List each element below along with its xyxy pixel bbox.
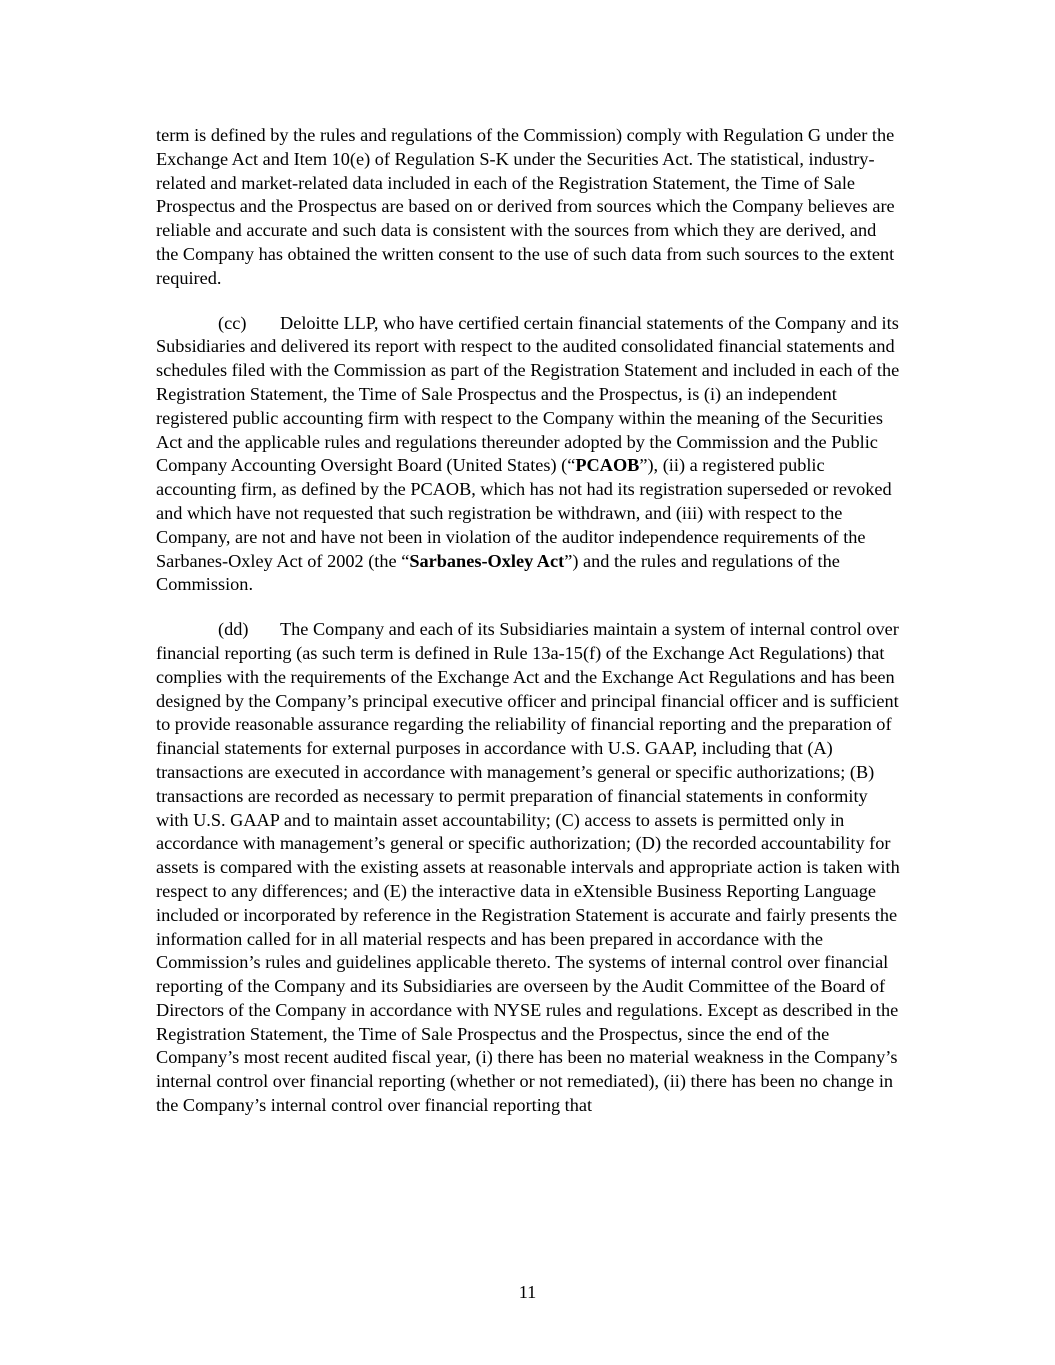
defined-term-sarbanes-oxley-act: Sarbanes-Oxley Act [409, 550, 565, 571]
page-number: 11 [518, 1282, 537, 1302]
paragraph-text: ”), (ii) a registered public accounting firm, as defined by the PCAOB, which has not had its registration superseded or revoked and which have not requested that such registration be withdrawn, and (iii) with respect to the Company, are not and have not been in violation of the auditor independence requirements of the Sarbanes-Oxley Act of 2002 (the “ [156, 455, 892, 571]
paragraph-bb-continuation [156, 124, 900, 291]
paragraph-label: (cc) [218, 312, 247, 333]
paragraph-text: Deloitte LLP, who have certified certain financial statements of the Company and its Subsidiaries and delivered its report with respect to the audited consolidated financial statements and schedules filed with the Commission as part of the Registration Statement and included in each of the Registration Statement, the Time of Sale Prospectus and the Prospectus, is (i) an independent registered public accounting firm with respect to the Company within the meaning of the Securities Act and the applicable rules and regulations thereunder adopted by the Commission and the Public Company Accounting Oversight Board (United States) (“ [156, 312, 900, 476]
paragraph-label: (dd) [218, 619, 249, 640]
paragraph-text: term is defined by the rules and regulations of the Commission) comply with Regulation G under the Exchange Act and Item 10(e) of Regulation S-K under the Securities Act. The statistical, industry-related and market-related data included in each of the Registration Statement, the Time of Sale Prospectus and the Prospectus are based on or derived from sources which the Company believes are reliable and accurate and such data is consistent with the sources from which they are derived, and the Company has obtained the written consent to the use of such data from such sources to the extent required. [156, 125, 895, 288]
document-body [156, 124, 900, 1139]
paragraph-text: ”) and the rules and regulations of the Commission. [156, 550, 840, 595]
paragraph-text: The Company and each of its Subsidiaries maintain a system of internal control over financial reporting (as such term is defined in Rule 13a-15(f) of the Exchange Act Regulations) that complies with the requirements of the Exchange Act and the Exchange Act Regulations and has been designed by the Company’s principal executive officer and principal financial officer and is sufficient to provide reasonable assurance regarding the reliability of financial reporting and the preparation of financial statements for external purposes in accordance with U.S. GAAP, including that (A) transactions are executed in accordance with management’s general or specific authorizations; (B) transactions are recorded as necessary to permit preparation of financial statements in conformity with U.S. GAAP and to maintain asset accountability; (C) access to assets is permitted only in accordance with management’s general or specific authorization; (D) the recorded accountability for assets is compared with the existing assets at reasonable intervals and appropriate action is taken with respect to any differences; and (E) the interactive data in eXtensible Business Reporting Language included or incorporated by reference in the Registration Statement is accurate and fairly presents the information called for in all material respects and has been prepared in accordance with the Commission’s rules and guidelines applicable thereto. The systems of internal control over financial reporting of the Company and its Subsidiaries are overseen by the Audit Committee of the Board of Directors of the Company in accordance with NYSE rules and regulations. Except as described in the Registration Statement, the Time of Sale Prospectus and the Prospectus, since the end of the Company’s most recent audited fiscal year, (i) there has been no material weakness in the Company’s internal control over financial reporting (whether or not remediated), (ii) there has been no change in the Company’s internal control over financial reporting that [156, 619, 900, 1116]
defined-term-pcaob: PCAOB [575, 455, 640, 476]
paragraph-dd [156, 618, 900, 1118]
paragraph-cc [156, 312, 900, 598]
